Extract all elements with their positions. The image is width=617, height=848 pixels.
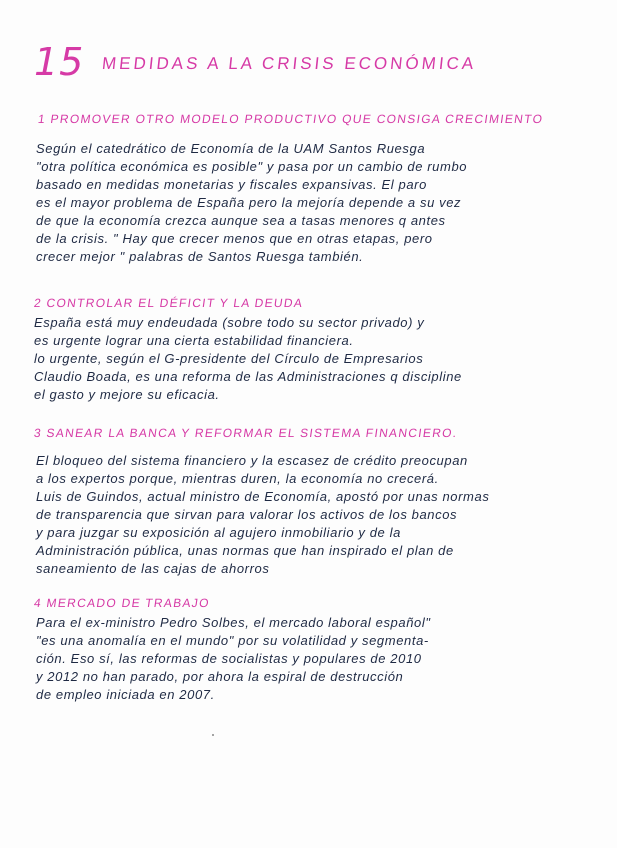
- title-number: 15: [34, 40, 85, 84]
- section-3-line: saneamiento de las cajas de ahorros: [36, 561, 270, 576]
- section-3-line: El bloqueo del sistema financiero y la escasez de crédito preocupan: [36, 453, 468, 468]
- section-2-body: [34, 314, 582, 404]
- section-2-line: España está muy endeudada (sobre todo su sector privado) y: [34, 315, 425, 330]
- section-4-line: de empleo iniciada en 2007.: [36, 687, 215, 702]
- section-3-line: de transparencia que sirvan para valorar los activos de los bancos: [36, 507, 458, 522]
- section-4-line: Para el ex-ministro Pedro Solbes, el mercado laboral español": [36, 615, 431, 630]
- section-1-line: de la crisis. " Hay que crecer menos que en otras etapas, pero: [36, 231, 433, 246]
- section-4-heading: 4 MERCADO DE TRABAJO: [33, 596, 211, 610]
- section-2-line: el gasto y mejore su eficacia.: [34, 387, 220, 402]
- section-3-body: [36, 452, 584, 578]
- section-1-line: es el mayor problema de España pero la mejoría depende a su vez: [36, 195, 462, 210]
- page-title: [34, 40, 594, 90]
- section-1-line: basado en medidas monetarias y fiscales expansivas. El paro: [36, 177, 427, 192]
- section-4-body: [36, 614, 584, 704]
- section-3-line: Administración pública, unas normas que han inspirado el plan de: [36, 543, 454, 558]
- title-text: MEDIDAS A LA CRISIS ECONÓMICA: [101, 54, 478, 73]
- section-4-line: "es una anomalía en el mundo" por su volatilidad y segmenta-: [36, 633, 429, 648]
- section-1-line: crecer mejor " palabras de Santos Ruesga también.: [36, 249, 364, 264]
- section-3-line: Luis de Guindos, actual ministro de Economía, apostó por unas normas: [36, 489, 490, 504]
- section-2-line: lo urgente, según el G-presidente del Círculo de Empresarios: [34, 351, 424, 366]
- section-1-line: de que la economía crezca aunque sea a tasas menores q antes: [36, 213, 446, 228]
- section-1-body: [36, 140, 584, 266]
- section-3-line: a los expertos porque, mientras duren, la economía no crecerá.: [36, 471, 439, 486]
- section-4-line: y 2012 no han parado, por ahora la espiral de destrucción: [36, 669, 404, 684]
- section-3-line: y para juzgar su exposición al agujero inmobiliario y de la: [36, 525, 401, 540]
- section-1-line: Según el catedrático de Economía de la UAM Santos Ruesga: [36, 141, 426, 156]
- ink-dot: [212, 734, 214, 736]
- section-1-heading: 1 PROMOVER OTRO MODELO PRODUCTIVO QUE CONSIGA CRECIMIENTO: [37, 112, 545, 126]
- section-2-line: es urgente lograr una cierta estabilidad financiera.: [34, 333, 354, 348]
- section-3-heading: 3 SANEAR LA BANCA Y REFORMAR EL SISTEMA FINANCIERO.: [33, 426, 459, 440]
- section-4-line: ción. Eso sí, las reformas de socialistas y populares de 2010: [36, 651, 422, 666]
- section-2-heading: 2 CONTROLAR EL DÉFICIT Y LA DEUDA: [33, 296, 305, 310]
- section-2-line: Claudio Boada, es una reforma de las Administraciones q discipline: [34, 369, 462, 384]
- section-1-line: "otra política económica es posible" y pasa por un cambio de rumbo: [36, 159, 468, 174]
